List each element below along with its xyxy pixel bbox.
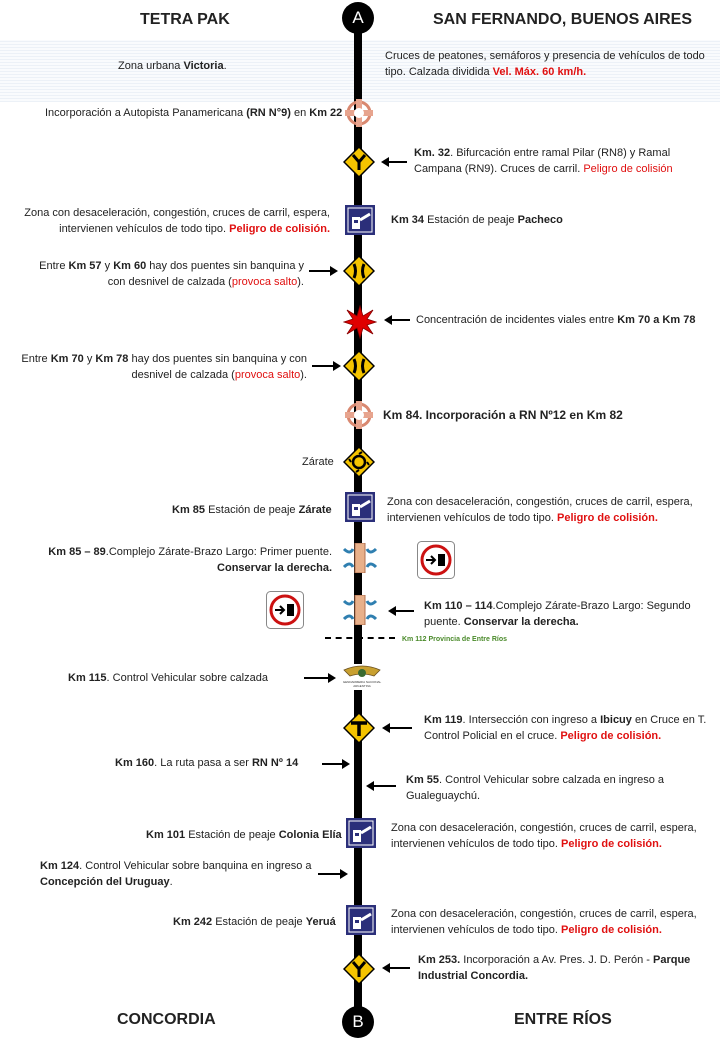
province-border-text: Km 112 Provincia de Entre Ríos xyxy=(402,636,508,643)
incidents-arrow xyxy=(386,319,410,321)
fork-warning-icon xyxy=(343,953,375,990)
bridge-icon xyxy=(342,595,378,630)
bridge2-arrow xyxy=(312,365,339,367)
colonia-toll-text: Km 101 Estación de peaje Colonia Elía xyxy=(146,829,342,841)
toll-booth-icon xyxy=(345,205,375,240)
destination-right-label: ENTRE RÍOS xyxy=(514,1011,612,1028)
point-a-marker: A xyxy=(342,2,374,34)
km55-text: Km 55. Control Vehicular sobre calzada en ingreso a Gualeguaychú. xyxy=(406,774,665,802)
keep-right-sign-icon xyxy=(266,591,304,634)
yerua-toll-warning: Zona con desaceleración, congestión, cruces de carril, espera, intervienen vehículos de todo tipo. Peligro de colisión. xyxy=(391,908,697,936)
bridge-icon xyxy=(342,543,378,578)
province-border-line xyxy=(325,637,395,639)
zarate-label: Zárate xyxy=(302,456,334,468)
t-junction-icon xyxy=(343,712,375,749)
toll-booth-icon xyxy=(346,818,376,853)
bridge4-arrow xyxy=(390,610,414,612)
origin-left-label: TETRA PAK xyxy=(140,11,230,28)
yerua-toll-text: Km 242 Estación de peaje Yeruá xyxy=(173,916,336,928)
km119-text: Km 119. Intersección con ingreso a Ibicuy en Cruce en T. Control Policial en el cruce. Peligro de colisión. xyxy=(424,714,707,742)
interchange-icon xyxy=(344,98,374,133)
origin-right-label: SAN FERNANDO, BUENOS AIRES xyxy=(433,11,692,28)
destination-left-label: CONCORDIA xyxy=(117,1011,216,1028)
km160-text: Km 160. La ruta pasa a ser RN Nº 14 xyxy=(115,757,299,769)
pacheco-warning-text: Zona con desaceleración, congestión, cruces de carril, espera, intervienen vehículos de todo tipo. Peligro de colisión. xyxy=(24,207,330,235)
bridge1-arrow xyxy=(309,270,336,272)
panam-text: Incorporación a Autopista Panamericana (RN N°9) en Km 22 xyxy=(45,107,343,119)
roundabout-icon xyxy=(343,446,375,483)
km124-arrow xyxy=(318,873,346,875)
km84-text: Km 84. Incorporación a RN Nº12 en Km 82 xyxy=(383,408,623,422)
keep-right-sign-icon xyxy=(417,541,455,584)
km253-arrow xyxy=(384,967,410,969)
km55-arrow xyxy=(368,785,396,787)
pacheco-toll-text: Km 34 Estación de peaje Pacheco xyxy=(391,214,563,226)
bridge2-text: Entre Km 70 y Km 78 hay dos puentes sin banquina y con desnivel de calzada (provoca salto). xyxy=(21,353,307,381)
urban-zone-text: Zona urbana Victoria. xyxy=(118,60,227,72)
fork-warning-icon xyxy=(343,146,375,183)
bridge4-text: Km 110 – 114.Complejo Zárate-Brazo Largo: Segundo puente. Conservar la derecha. xyxy=(424,600,691,628)
km115-text: Km 115. Control Vehicular sobre calzada xyxy=(68,672,268,684)
police-badge-text: GENDARMERIA NACIONAL ARGENTINA xyxy=(342,680,382,688)
narrow-bridge-icon xyxy=(343,350,375,387)
km32-text: Km. 32. Bifurcación entre ramal Pilar (RN8) y Ramal Campana (RN9). Cruces de carril. Peligro de colisión xyxy=(414,147,673,175)
bridge1-text: Entre Km 57 y Km 60 hay dos puentes sin banquina y con desnivel de calzada (provoca salto). xyxy=(39,260,304,288)
colonia-toll-warning: Zona con desaceleración, congestión, cruces de carril, espera, intervienen vehículos de todo tipo. Peligro de colisión. xyxy=(391,822,697,850)
narrow-bridge-icon xyxy=(343,255,375,292)
km160-arrow xyxy=(322,763,348,765)
bridge3-text: Km 85 – 89.Complejo Zárate-Brazo Largo: Primer puente. Conservar la derecha. xyxy=(48,546,332,574)
toll-booth-icon xyxy=(345,492,375,527)
km115-arrow xyxy=(304,677,334,679)
km32-arrow xyxy=(383,161,407,163)
km253-text: Km 253. Incorporación a Av. Pres. J. D. Perón - Parque Industrial Concordia. xyxy=(418,954,691,982)
police-badge-icon xyxy=(340,664,384,695)
interchange-icon xyxy=(344,400,374,435)
incidents-text: Concentración de incidentes viales entre Km 70 a Km 78 xyxy=(416,314,696,326)
km124-text: Km 124. Control Vehicular sobre banquina en ingreso a Concepción del Uruguay. xyxy=(40,860,312,888)
zarate-toll-text: Km 85 Estación de peaje Zárate xyxy=(172,504,332,516)
point-b-marker: B xyxy=(342,1006,374,1038)
explosion-icon xyxy=(343,305,377,344)
zarate-toll-warning: Zona con desaceleración, congestión, cruces de carril, espera, intervienen vehículos de todo tipo. Peligro de colisión. xyxy=(387,496,693,524)
urban-zone-warning: Cruces de peatones, semáforos y presencia de vehículos de todo tipo. Calzada dividida Vel. Máx. 60 km/h. xyxy=(385,50,705,78)
km119-arrow xyxy=(384,727,412,729)
toll-booth-icon xyxy=(346,905,376,940)
